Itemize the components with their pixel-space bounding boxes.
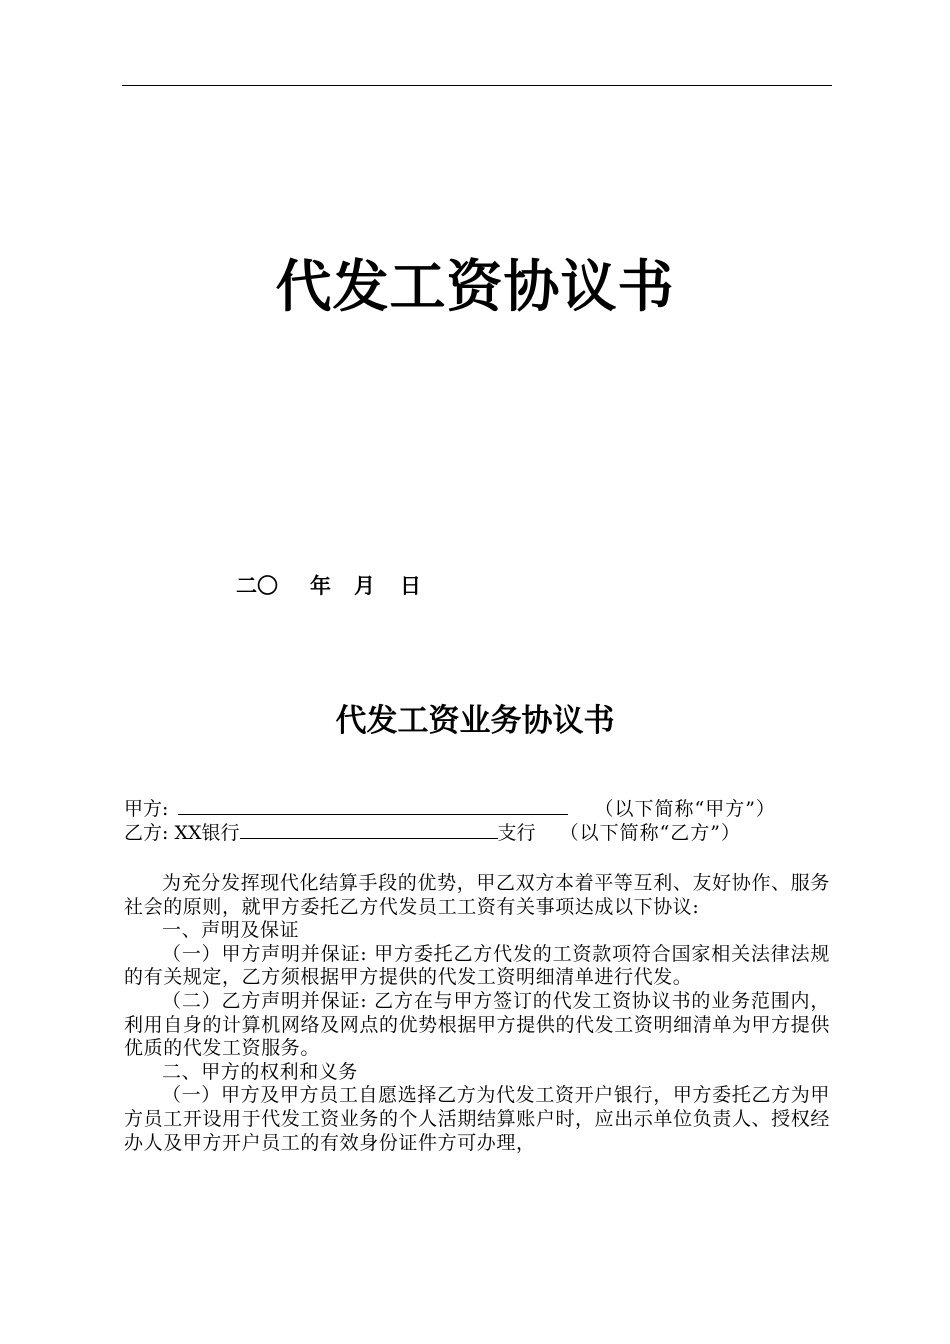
party-b-blank[interactable] [240, 820, 498, 839]
party-a-line [124, 796, 776, 821]
party-a-label: 甲方: [124, 798, 169, 820]
clause-2-1: （一）甲方及甲方员工自愿选择乙方为代发工资开户银行，甲方委托乙方为甲方员工开设用于代发工资业务的个人活期结算账户时，应出示单位负责人、授权经办人及甲方开户员工的有效身份证件方可办理， [124, 1084, 830, 1154]
header-rule [122, 85, 832, 86]
party-a-suffix: （以下简称“甲方”） [594, 798, 776, 820]
date-day: 日 [400, 573, 421, 598]
section-heading-1: 一、声明及保证 [162, 919, 300, 942]
section-heading-2: 二、甲方的权利和义务 [162, 1060, 359, 1083]
party-b-label: 乙方: XX银行 [124, 822, 240, 844]
cover-date [236, 572, 421, 600]
date-year-prefix: 二〇 [236, 573, 278, 598]
agreement-title: 代发工资业务协议书 [335, 703, 615, 739]
date-month: 月 [354, 573, 375, 598]
agreement-body [124, 872, 830, 1155]
party-b-suffix: （以下简称“乙方”） [559, 822, 741, 844]
clause-1-2: （二）乙方声明并保证: 乙方在与甲方签订的代发工资协议书的业务范围内，利用自身的计算机网络及网点的优势根据甲方提供的代发工资明细清单为甲方提供优质的代发工资服务。 [124, 989, 830, 1060]
date-year: 年 [310, 573, 331, 598]
party-a-blank[interactable] [178, 796, 568, 815]
party-b-branch: 支行 [497, 822, 536, 844]
party-b-line [124, 820, 741, 845]
cover-title: 代发工资协议书 [275, 254, 675, 320]
clause-1-1: （一）甲方声明并保证: 甲方委托乙方代发的工资款项符合国家相关法律法规的有关规定，乙方须根据甲方提供的代发工资明细清单进行代发。 [124, 942, 830, 989]
intro-paragraph: 为充分发挥现代化结算手段的优势，甲乙双方本着平等互利、友好协作、服务社会的原则，就甲方委托乙方代发员工工资有关事项达成以下协议: [124, 872, 830, 918]
